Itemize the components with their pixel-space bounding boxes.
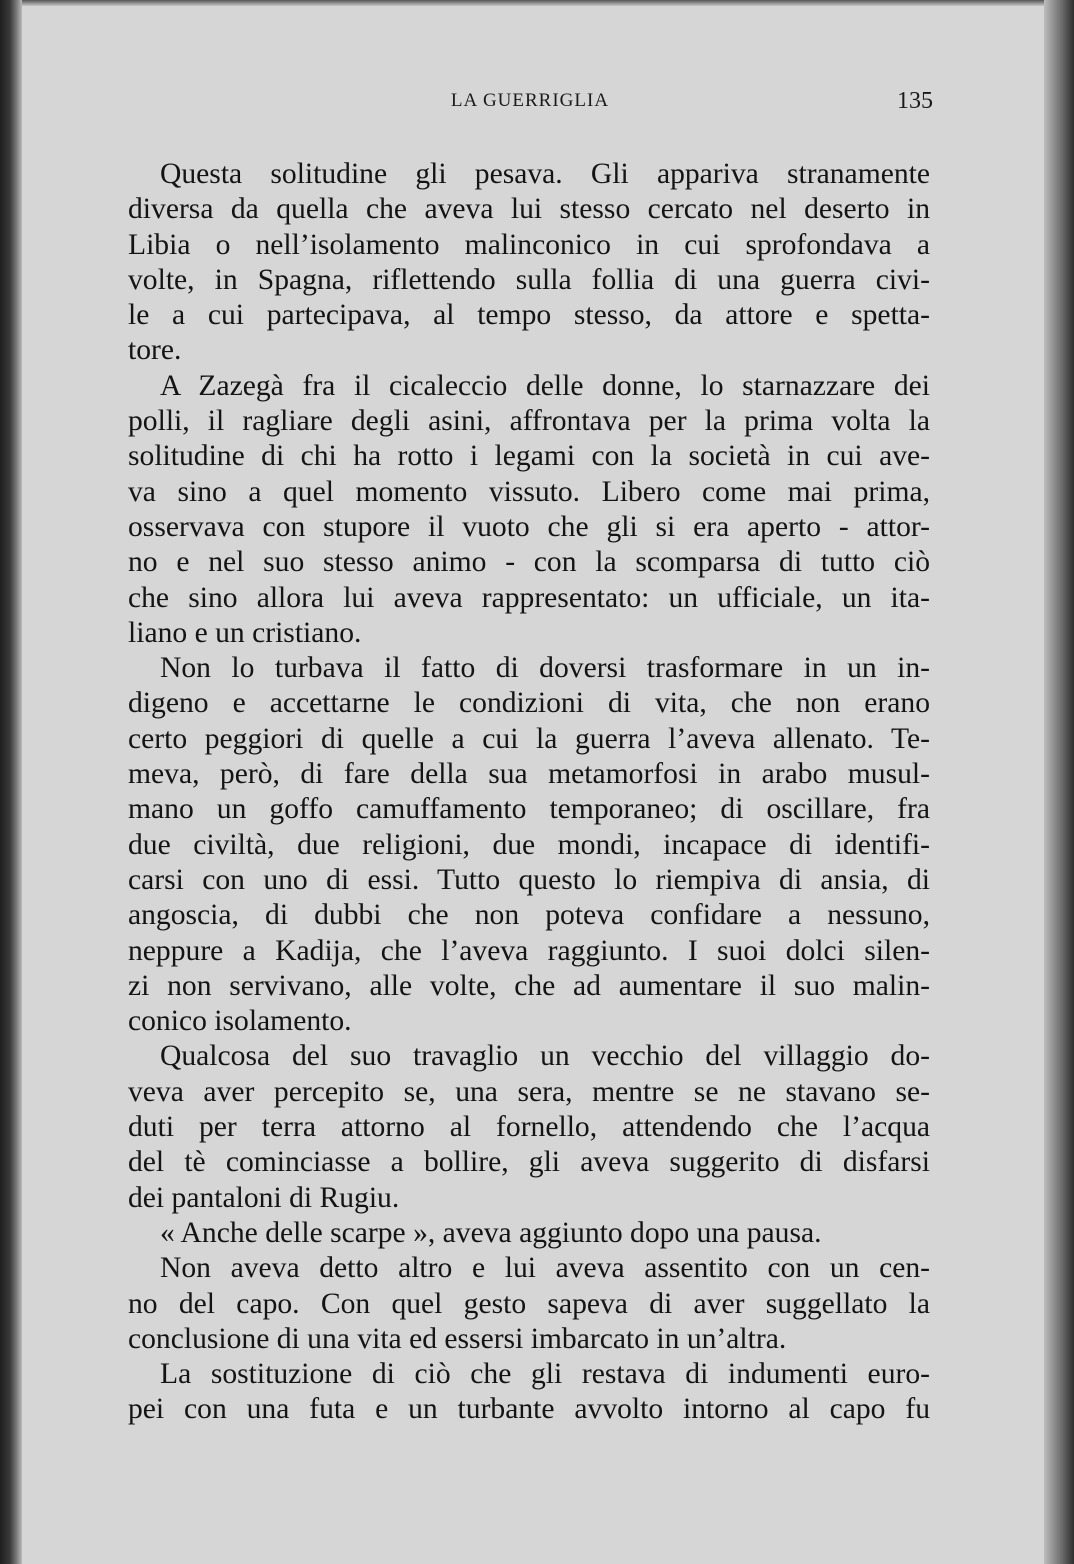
text-line: tore. bbox=[128, 334, 182, 367]
text-line: A Zazegà fra il cicaleccio delle donne, lo starnazzare dei bbox=[160, 369, 930, 402]
text-line: meva, però, di fare della sua metamorfosi in arabo musul- bbox=[128, 758, 930, 791]
running-head bbox=[130, 88, 933, 118]
page-top-edge bbox=[0, 0, 1074, 6]
text-line: veva aver percepito se, una sera, mentre se ne stavano se- bbox=[128, 1075, 930, 1108]
body-text bbox=[128, 157, 930, 1428]
running-title: LA GUERRIGLIA bbox=[450, 90, 610, 111]
text-line: Non aveva detto altro e lui aveva assentito con un cen- bbox=[160, 1252, 930, 1285]
text-line: dei pantaloni di Rugiu. bbox=[128, 1181, 400, 1214]
text-line: mano un goffo camuffamento temporaneo; di oscillare, fra bbox=[128, 793, 930, 826]
text-line: solitudine di chi ha rotto i legami con la società in cui ave- bbox=[128, 440, 930, 473]
text-line: diversa da quella che aveva lui stesso cercato nel deserto in bbox=[128, 193, 930, 226]
text-line: polli, il ragliare degli asini, affrontava per la prima volta la bbox=[128, 405, 930, 438]
text-line: neppure a Kadija, che l’aveva raggiunto. I suoi dolci silen- bbox=[128, 934, 930, 967]
text-line: Questa solitudine gli pesava. Gli appariva stranamente bbox=[160, 158, 930, 190]
text-line: angoscia, di dubbi che non poteva confidare a nessuno, bbox=[128, 899, 930, 932]
text-line: liano e un cristiano. bbox=[128, 616, 362, 649]
text-line: Libia o nell’isolamento malinconico in cui sprofondava a bbox=[128, 228, 930, 261]
text-line: conico isolamento. bbox=[128, 1005, 352, 1038]
text-line: le a cui partecipava, al tempo stesso, da attore e spetta- bbox=[128, 299, 930, 332]
text-line: duti per terra attorno al fornello, attendendo che l’acqua bbox=[128, 1111, 930, 1144]
text-line: « Anche delle scarpe », aveva aggiunto dopo una pausa. bbox=[160, 1216, 822, 1249]
text-line: no del capo. Con quel gesto sapeva di aver suggellato la bbox=[128, 1287, 930, 1320]
page-right-edge bbox=[1044, 0, 1074, 1564]
book-spine-shadow bbox=[0, 0, 22, 1564]
text-line: conclusione di una vita ed essersi imbarcato in un’altra. bbox=[128, 1322, 787, 1355]
text-line: certo peggiori di quelle a cui la guerra l’aveva allenato. Te- bbox=[128, 722, 930, 755]
text-line: osservava con stupore il vuoto che gli si era aperto - attor- bbox=[128, 510, 930, 543]
text-line: del tè cominciasse a bollire, gli aveva suggerito di disfarsi bbox=[128, 1146, 930, 1179]
text-line: digeno e accettarne le condizioni di vita, che non erano bbox=[128, 687, 930, 720]
text-line: Non lo turbava il fatto di doversi trasformare in un in- bbox=[160, 652, 930, 685]
text-line: due civiltà, due religioni, due mondi, incapace di identifi- bbox=[128, 828, 930, 861]
text-line: La sostituzione di ciò che gli restava di indumenti euro- bbox=[160, 1358, 930, 1391]
text-line: carsi con uno di essi. Tutto questo lo riempiva di ansia, di bbox=[128, 863, 930, 896]
text-line: va sino a quel momento vissuto. Libero come mai prima, bbox=[128, 475, 930, 508]
text-line: che sino allora lui aveva rappresentato: un ufficiale, un ita- bbox=[128, 581, 930, 614]
page-number: 135 bbox=[897, 88, 933, 114]
text-line: Qualcosa del suo travaglio un vecchio del villaggio do- bbox=[160, 1040, 930, 1073]
text-line: no e nel suo stesso animo - con la scomparsa di tutto ciò bbox=[128, 546, 930, 579]
text-line: volte, in Spagna, riflettendo sulla follia di una guerra civi- bbox=[128, 263, 930, 296]
text-line: zi non servivano, alle volte, che ad aumentare il suo malin- bbox=[128, 969, 930, 1002]
text-line: pei con una futa e un turbante avvolto intorno al capo fu bbox=[128, 1393, 930, 1426]
